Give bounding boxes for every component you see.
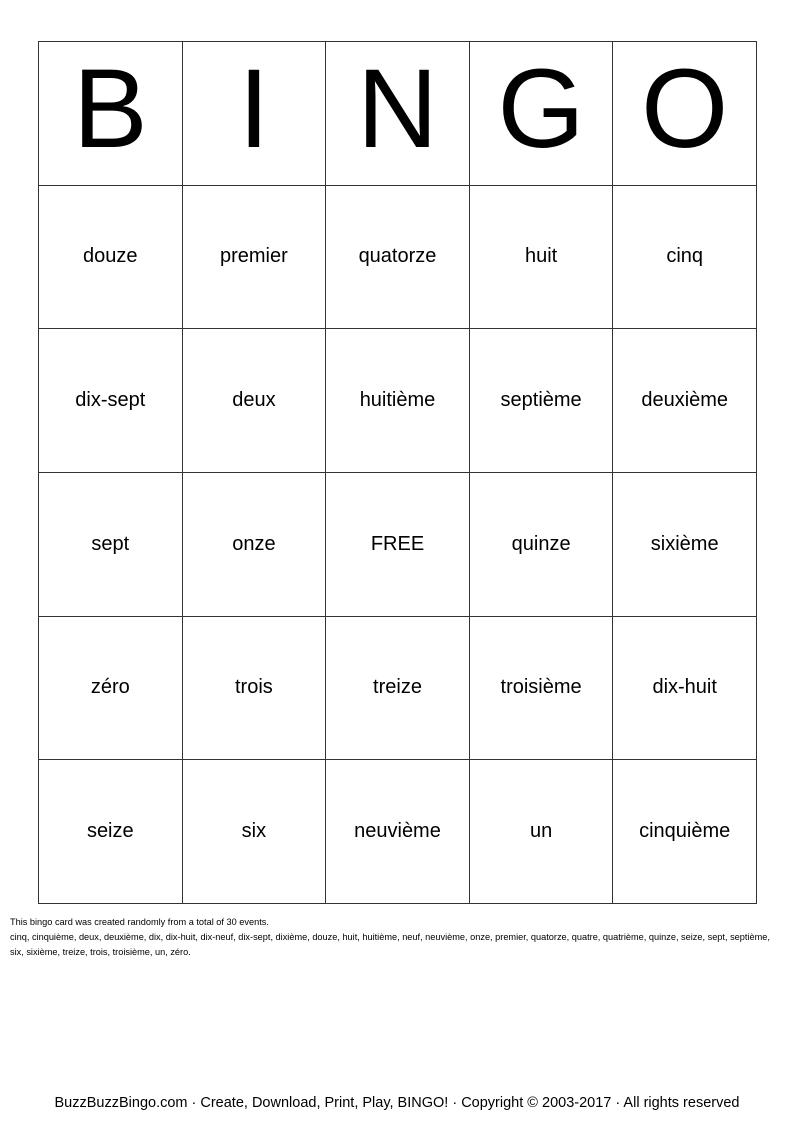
free-space-cell: FREE — [326, 473, 470, 617]
bingo-cell: un — [470, 760, 614, 904]
bingo-cell: six — [183, 760, 327, 904]
header-letter: O — [641, 46, 729, 172]
bingo-cell: troisième — [470, 617, 614, 761]
header-letter: N — [357, 46, 438, 172]
bingo-cell: sept — [39, 473, 183, 617]
bingo-cell: premier — [183, 186, 327, 330]
card-notes — [10, 915, 780, 960]
bingo-cell: treize — [326, 617, 470, 761]
header-letter: B — [72, 46, 148, 172]
bingo-cell: neuvième — [326, 760, 470, 904]
header-letter-g — [470, 42, 614, 186]
header-letter: I — [238, 46, 270, 172]
bingo-cell: deux — [183, 329, 327, 473]
bingo-cell: dix-huit — [613, 617, 757, 761]
notes-intro: This bingo card was created randomly from a total of 30 events. — [10, 917, 269, 927]
bingo-card — [38, 41, 757, 904]
page-footer: BuzzBuzzBingo.com · Create, Download, Print, Play, BINGO! · Copyright © 2003-2017 · All rights reserved — [54, 1095, 740, 1111]
bingo-cell: onze — [183, 473, 327, 617]
bingo-cell: zéro — [39, 617, 183, 761]
header-letter: G — [497, 46, 585, 172]
bingo-cell: seize — [39, 760, 183, 904]
bingo-cell: huit — [470, 186, 614, 330]
bingo-cell: deuxième — [613, 329, 757, 473]
bingo-cell: trois — [183, 617, 327, 761]
notes-word-list: cinq, cinquième, deux, deuxième, dix, dix-huit, dix-neuf, dix-sept, dixième, douze, huit, huitième, neuf, neuvième, onze, premier, quatorze, quatre, quatrième, quinze, seize, sept, septième, six, sixième, treize, trois, troisième, un, zéro. — [10, 932, 770, 957]
header-letter-o — [613, 42, 757, 186]
bingo-cell: sixième — [613, 473, 757, 617]
bingo-cell: dix-sept — [39, 329, 183, 473]
header-letter-n — [326, 42, 470, 186]
bingo-cell: cinquième — [613, 760, 757, 904]
header-letter-b — [39, 42, 183, 186]
bingo-cell: douze — [39, 186, 183, 330]
bingo-cell: quinze — [470, 473, 614, 617]
bingo-cell: cinq — [613, 186, 757, 330]
bingo-cell: huitième — [326, 329, 470, 473]
header-letter-i — [183, 42, 327, 186]
bingo-cell: septième — [470, 329, 614, 473]
bingo-cell: quatorze — [326, 186, 470, 330]
